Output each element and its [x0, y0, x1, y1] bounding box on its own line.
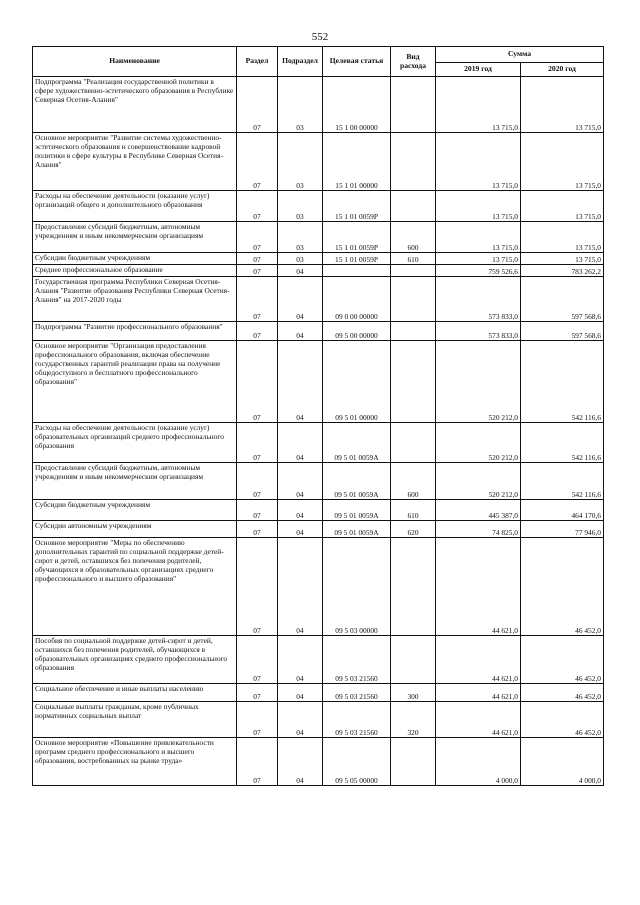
row-sum-2019-cell: 13 715,0	[436, 222, 521, 253]
row-sum-2020-cell: 77 946,0	[521, 521, 604, 538]
row-name-cell: Предоставление субсидий бюджетным, автономным учреждениям и иным некоммерческим организациям	[33, 222, 237, 253]
row-sum-2020-cell: 542 116,6	[521, 341, 604, 423]
table-row	[33, 538, 604, 636]
row-target-cell: 09 5 01 0059А	[323, 463, 391, 500]
row-sum-2019-cell: 573 833,0	[436, 322, 521, 341]
row-sum-2019-cell: 44 621,0	[436, 702, 521, 738]
row-expense-type-cell	[391, 636, 436, 684]
row-section-cell: 07	[237, 423, 278, 463]
row-section-cell: 07	[237, 191, 278, 222]
row-name-cell: Основное мероприятие "Меры по обеспечению дополнительных гарантий по социальной поддержке детей-сирот и детей, оставшихся без попечения родителей, обучающихся в образовательных организациях среднего профессионального и высшего образования"	[33, 538, 237, 636]
row-expense-type-cell: 600	[391, 222, 436, 253]
row-name-cell: Подпрограмма "Реализация государственной политики в сфере художественно-эстетического образования в Республике Северная Осетия-Алания"	[33, 77, 237, 133]
row-target-cell: 09 5 03 21560	[323, 636, 391, 684]
row-expense-type-cell: 620	[391, 521, 436, 538]
row-target-cell	[323, 265, 391, 277]
row-subsection-cell: 03	[278, 77, 323, 133]
row-subsection-cell: 04	[278, 265, 323, 277]
row-section-cell: 07	[237, 133, 278, 191]
header-year-2019: 2019 год	[436, 63, 521, 77]
row-target-cell: 09 5 01 0059А	[323, 423, 391, 463]
header-sum: Сумма	[436, 47, 604, 63]
row-sum-2019-cell: 520 212,0	[436, 463, 521, 500]
header-name: Наименование	[33, 47, 237, 77]
table-row	[33, 738, 604, 786]
row-subsection-cell: 04	[278, 538, 323, 636]
row-sum-2020-cell: 46 452,0	[521, 538, 604, 636]
table-row	[33, 191, 604, 222]
row-target-cell: 15 1 01 0059Р	[323, 191, 391, 222]
row-sum-2020-cell: 13 715,0	[521, 191, 604, 222]
row-sum-2020-cell: 4 000,0	[521, 738, 604, 786]
row-expense-type-cell	[391, 423, 436, 463]
row-target-cell: 15 1 01 00000	[323, 133, 391, 191]
table-row	[33, 636, 604, 684]
row-expense-type-cell	[391, 341, 436, 423]
row-subsection-cell: 03	[278, 133, 323, 191]
row-section-cell: 07	[237, 738, 278, 786]
row-sum-2019-cell: 759 526,6	[436, 265, 521, 277]
row-subsection-cell: 04	[278, 702, 323, 738]
row-target-cell: 09 5 03 21560	[323, 702, 391, 738]
row-sum-2019-cell: 13 715,0	[436, 191, 521, 222]
row-sum-2020-cell: 464 170,6	[521, 500, 604, 521]
row-section-cell: 07	[237, 500, 278, 521]
budget-table	[32, 46, 604, 786]
row-name-cell: Субсидии бюджетным учреждениям	[33, 500, 237, 521]
row-sum-2020-cell: 597 568,6	[521, 277, 604, 322]
row-section-cell: 07	[237, 636, 278, 684]
row-section-cell: 07	[237, 538, 278, 636]
row-sum-2019-cell: 445 387,0	[436, 500, 521, 521]
table-row	[33, 265, 604, 277]
row-name-cell: Основное мероприятие «Повышение привлекательности программ среднего профессионального и высшего образования, востребованных на рынке труда»	[33, 738, 237, 786]
row-expense-type-cell: 320	[391, 702, 436, 738]
row-sum-2020-cell: 46 452,0	[521, 702, 604, 738]
row-target-cell: 15 1 00 00000	[323, 77, 391, 133]
row-subsection-cell: 04	[278, 738, 323, 786]
row-name-cell: Основное мероприятие "Развитие системы художественно-эстетического образования и совершенствование кадровой политики в сфере культуры в Республике Северная Осетия-Алания"	[33, 133, 237, 191]
row-expense-type-cell	[391, 133, 436, 191]
table-row	[33, 684, 604, 702]
row-target-cell: 15 1 01 0059Р	[323, 222, 391, 253]
row-subsection-cell: 03	[278, 191, 323, 222]
row-target-cell: 09 5 01 00000	[323, 341, 391, 423]
row-target-cell: 09 5 01 0059А	[323, 500, 391, 521]
row-target-cell: 09 5 05 00000	[323, 738, 391, 786]
row-expense-type-cell	[391, 77, 436, 133]
row-subsection-cell: 04	[278, 521, 323, 538]
row-sum-2020-cell: 597 568,6	[521, 322, 604, 341]
row-sum-2019-cell: 44 621,0	[436, 684, 521, 702]
row-name-cell: Основное мероприятие "Организация предоставления профессионального образования, включая обеспечение государственных гарантий реализации права на получение общедоступного и бесплатного профессионального образования"	[33, 341, 237, 423]
row-expense-type-cell	[391, 322, 436, 341]
header-section: Раздел	[237, 47, 278, 77]
table-row	[33, 322, 604, 341]
row-sum-2020-cell: 13 715,0	[521, 77, 604, 133]
row-target-cell: 09 5 03 21560	[323, 684, 391, 702]
row-subsection-cell: 03	[278, 253, 323, 265]
page-number: 552	[311, 31, 329, 43]
header-year-2020: 2020 год	[521, 63, 604, 77]
row-subsection-cell: 04	[278, 341, 323, 423]
row-sum-2020-cell: 542 116,6	[521, 423, 604, 463]
table-row	[33, 222, 604, 253]
row-subsection-cell: 04	[278, 500, 323, 521]
row-expense-type-cell	[391, 738, 436, 786]
row-subsection-cell: 04	[278, 423, 323, 463]
row-name-cell: Пособия по социальной поддержке детей-сирот и детей, оставшихся без попечения родителей, обучающихся в образовательных организациях среднего профессионального образования	[33, 636, 237, 684]
row-section-cell: 07	[237, 253, 278, 265]
row-expense-type-cell	[391, 191, 436, 222]
row-name-cell: Субсидии автономным учреждениям	[33, 521, 237, 538]
header-expense-type: Вид расхода	[391, 47, 436, 77]
row-expense-type-cell: 610	[391, 253, 436, 265]
header-subsection: Подраздел	[278, 47, 323, 77]
row-expense-type-cell: 300	[391, 684, 436, 702]
row-subsection-cell: 03	[278, 222, 323, 253]
table-row	[33, 341, 604, 423]
row-sum-2020-cell: 46 452,0	[521, 684, 604, 702]
row-section-cell: 07	[237, 341, 278, 423]
table-row	[33, 423, 604, 463]
row-name-cell: Среднее профессиональное образование	[33, 265, 237, 277]
row-sum-2020-cell: 46 452,0	[521, 636, 604, 684]
row-name-cell: Расходы на обеспечение деятельности (оказание услуг) образовательных организаций среднего профессионального образования	[33, 423, 237, 463]
header-target: Целевая статья	[323, 47, 391, 77]
row-section-cell: 07	[237, 521, 278, 538]
row-sum-2020-cell: 13 715,0	[521, 133, 604, 191]
row-subsection-cell: 04	[278, 322, 323, 341]
row-sum-2019-cell: 44 621,0	[436, 538, 521, 636]
row-expense-type-cell	[391, 538, 436, 636]
row-subsection-cell: 04	[278, 463, 323, 500]
row-section-cell: 07	[237, 684, 278, 702]
row-sum-2019-cell: 520 212,0	[436, 423, 521, 463]
row-name-cell: Государственная программа Республики Северная Осетия-Алания "Развитие образования Республики Северная Осетия-Алания" на 2017-2020 годы	[33, 277, 237, 322]
table-row	[33, 77, 604, 133]
row-expense-type-cell: 610	[391, 500, 436, 521]
table-row	[33, 277, 604, 322]
row-name-cell: Социальные выплаты гражданам, кроме публичных нормативных социальных выплат	[33, 702, 237, 738]
row-section-cell: 07	[237, 702, 278, 738]
row-sum-2020-cell: 13 715,0	[521, 222, 604, 253]
row-target-cell: 09 5 00 00000	[323, 322, 391, 341]
table-row	[33, 500, 604, 521]
row-sum-2019-cell: 13 715,0	[436, 133, 521, 191]
table-row	[33, 133, 604, 191]
table-row	[33, 463, 604, 500]
row-sum-2019-cell: 44 621,0	[436, 636, 521, 684]
row-sum-2020-cell: 783 262,2	[521, 265, 604, 277]
row-name-cell: Расходы на обеспечение деятельности (оказание услуг) организаций общего и дополнительного образования	[33, 191, 237, 222]
row-sum-2019-cell: 13 715,0	[436, 253, 521, 265]
row-section-cell: 07	[237, 277, 278, 322]
row-section-cell: 07	[237, 463, 278, 500]
row-name-cell: Подпрограмма "Развитие профессионального образования"	[33, 322, 237, 341]
row-name-cell: Субсидии бюджетным учреждениям	[33, 253, 237, 265]
row-sum-2020-cell: 542 116,6	[521, 463, 604, 500]
row-name-cell: Предоставление субсидий бюджетным, автономным учреждениям и иным некоммерческим организациям	[33, 463, 237, 500]
row-sum-2019-cell: 4 000,0	[436, 738, 521, 786]
row-section-cell: 07	[237, 77, 278, 133]
row-section-cell: 07	[237, 222, 278, 253]
row-subsection-cell: 04	[278, 684, 323, 702]
table-row	[33, 702, 604, 738]
row-target-cell: 09 5 01 0059А	[323, 521, 391, 538]
table-row	[33, 521, 604, 538]
row-target-cell: 09 0 00 00000	[323, 277, 391, 322]
row-section-cell: 07	[237, 322, 278, 341]
row-target-cell: 15 1 01 0059Р	[323, 253, 391, 265]
row-sum-2020-cell: 13 715,0	[521, 253, 604, 265]
row-sum-2019-cell: 573 833,0	[436, 277, 521, 322]
row-expense-type-cell	[391, 277, 436, 322]
row-sum-2019-cell: 520 212,0	[436, 341, 521, 423]
row-sum-2019-cell: 13 715,0	[436, 77, 521, 133]
row-expense-type-cell	[391, 265, 436, 277]
table-row	[33, 253, 604, 265]
row-name-cell: Социальное обеспечение и иные выплаты населению	[33, 684, 237, 702]
row-target-cell: 09 5 03 00000	[323, 538, 391, 636]
row-section-cell: 07	[237, 265, 278, 277]
row-sum-2019-cell: 74 825,0	[436, 521, 521, 538]
row-subsection-cell: 04	[278, 277, 323, 322]
row-subsection-cell: 04	[278, 636, 323, 684]
row-expense-type-cell: 600	[391, 463, 436, 500]
